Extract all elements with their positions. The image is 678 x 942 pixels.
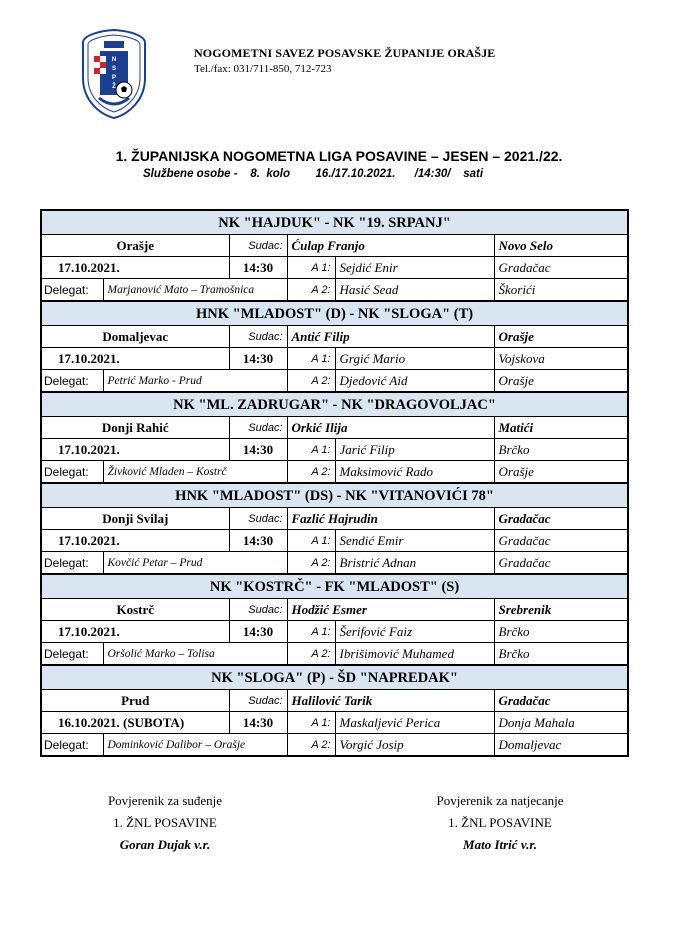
assistant1-name: Sejdić Enir: [335, 257, 494, 279]
delegate-label: Delegat:: [41, 643, 103, 666]
match-time: 14:30: [229, 439, 287, 461]
signature-right-league: 1. ŽNL POSAVINE: [448, 815, 552, 830]
delegate-label: Delegat:: [41, 461, 103, 484]
table-row: [41, 712, 628, 734]
referee-city: Orašje: [494, 326, 628, 348]
svg-text:N: N: [111, 57, 117, 63]
match-header-row: [41, 665, 628, 690]
assistant1-city: Brčko: [494, 439, 628, 461]
assistant2-label: A 2:: [287, 279, 335, 302]
table-row: [41, 439, 628, 461]
referee-city: Novo Selo: [494, 235, 628, 257]
delegate-label: Delegat:: [41, 552, 103, 575]
assistant1-city: Gradačac: [494, 530, 628, 552]
assistant1-name: Grgić Mario: [335, 348, 494, 370]
assistant2-city: Domaljevac: [494, 734, 628, 757]
match-title: NK "ML. ZADRUGAR" - NK "DRAGOVOLJAC": [41, 392, 628, 417]
signature-right-name: Mato Itrić v.r.: [463, 837, 537, 852]
table-row: [41, 530, 628, 552]
table-row: [41, 417, 628, 439]
match-venue: Domaljevac: [41, 326, 229, 348]
referee-label: Sudac:: [229, 599, 287, 621]
match-venue: Prud: [41, 690, 229, 712]
match-venue: Kostrč: [41, 599, 229, 621]
assistant2-name: Maksimović Rado: [335, 461, 494, 484]
table-row: [41, 235, 628, 257]
assistant1-label: A 1:: [287, 348, 335, 370]
assistant2-name: Djedović Aid: [335, 370, 494, 393]
assistant1-city: Vojskova: [494, 348, 628, 370]
referee-city: Gradačac: [494, 690, 628, 712]
table-row: [41, 508, 628, 530]
assistant2-label: A 2:: [287, 643, 335, 666]
assistant2-city: Orašje: [494, 461, 628, 484]
match-time: 14:30: [229, 530, 287, 552]
match-title: NK "SLOGA" (P) - ŠD "NAPREDAK": [41, 665, 628, 690]
referee-name: Hodžić Esmer: [287, 599, 494, 621]
match-date: 17.10.2021.: [41, 257, 229, 279]
table-row: [41, 643, 628, 666]
referee-name: Fazlić Hajrudin: [287, 508, 494, 530]
assistant1-label: A 1:: [287, 530, 335, 552]
assistant2-label: A 2:: [287, 461, 335, 484]
referee-name: Ćulap Franjo: [287, 235, 494, 257]
referee-label: Sudac:: [229, 235, 287, 257]
assistant2-label: A 2:: [287, 734, 335, 757]
delegate-name: Kovčić Petar – Prud: [103, 552, 287, 575]
assistant2-label: A 2:: [287, 552, 335, 575]
match-time: 14:30: [229, 348, 287, 370]
assistant1-name: Sendić Emir: [335, 530, 494, 552]
org-tel: Tel./fax: 031/711-850, 712-723: [194, 63, 332, 75]
match-title: HNK "MLADOST" (DS) - NK "VITANOVIĆI 78": [41, 483, 628, 508]
match-date: 17.10.2021.: [41, 621, 229, 643]
delegate-label: Delegat:: [41, 734, 103, 757]
assistant2-city: Gradačac: [494, 552, 628, 575]
delegate-name: Petrić Marko - Prud: [103, 370, 287, 393]
assistant2-city: Orašje: [494, 370, 628, 393]
assistant1-city: Donja Mahala: [494, 712, 628, 734]
match-header-row: [41, 210, 628, 235]
signature-left-role: Povjerenik za suđenje: [107, 793, 223, 808]
match-venue: Donji Svilaj: [41, 508, 229, 530]
table-row: [41, 552, 628, 575]
table-row: [41, 370, 628, 393]
match-time: 14:30: [229, 257, 287, 279]
table-row: [41, 326, 628, 348]
signature-left: [95, 790, 235, 856]
match-title: HNK "MLADOST" (D) - NK "SLOGA" (T): [41, 301, 628, 326]
signature-left-league: 1. ŽNL POSAVINE: [113, 815, 217, 830]
match-date: 17.10.2021.: [41, 439, 229, 461]
delegate-name: Živković Mladen – Kostrč: [103, 461, 287, 484]
assistant1-label: A 1:: [287, 621, 335, 643]
table-row: [41, 690, 628, 712]
assistant1-city: Gradačac: [494, 257, 628, 279]
table-row: [41, 461, 628, 484]
referee-name: Halilović Tarik: [287, 690, 494, 712]
officials-schedule-table: [40, 209, 629, 757]
delegate-label: Delegat:: [41, 279, 103, 302]
signature-right: [420, 790, 580, 856]
delegate-label: Delegat:: [41, 370, 103, 393]
assistant2-name: Vorgić Josip: [335, 734, 494, 757]
match-title: NK "KOSTRČ" - FK "MLADOST" (S): [41, 574, 628, 599]
assistant2-name: Bristrić Adnan: [335, 552, 494, 575]
assistant1-name: Šerifović Faiz: [335, 621, 494, 643]
assistant1-name: Maskaljević Perica: [335, 712, 494, 734]
assistant1-label: A 1:: [287, 712, 335, 734]
match-header-row: [41, 483, 628, 508]
signature-left-name: Goran Dujak v.r.: [119, 837, 211, 852]
assistant2-label: A 2:: [287, 370, 335, 393]
delegate-name: Oršolić Marko – Tolisa: [103, 643, 287, 666]
table-row: [41, 279, 628, 302]
org-header: [194, 46, 495, 75]
match-date: 16.10.2021. (SUBOTA): [41, 712, 229, 734]
match-header-row: [41, 392, 628, 417]
assistant1-label: A 1:: [287, 439, 335, 461]
match-title: NK "HAJDUK" - NK "19. SRPANJ": [41, 210, 628, 235]
assistant2-name: Hasić Sead: [335, 279, 494, 302]
match-date: 17.10.2021.: [41, 348, 229, 370]
match-header-row: [41, 301, 628, 326]
assistant2-city: Brčko: [494, 643, 628, 666]
referee-city: Srebrenik: [494, 599, 628, 621]
match-venue: Donji Rahić: [41, 417, 229, 439]
referee-label: Sudac:: [229, 326, 287, 348]
match-time: 14:30: [229, 621, 287, 643]
referee-name: Antić Filip: [287, 326, 494, 348]
table-row: [41, 621, 628, 643]
referee-city: Gradačac: [494, 508, 628, 530]
match-time: 14:30: [229, 712, 287, 734]
table-row: [41, 599, 628, 621]
delegate-name: Dominković Dalibor – Orašje: [103, 734, 287, 757]
signature-right-role: Povjerenik za natjecanje: [436, 793, 564, 808]
svg-text:Ž: Ž: [112, 84, 116, 90]
referee-city: Matići: [494, 417, 628, 439]
table-row: [41, 257, 628, 279]
match-date: 17.10.2021.: [41, 530, 229, 552]
assistant1-label: A 1:: [287, 257, 335, 279]
delegate-name: Marjanović Mato – Tramošnica: [103, 279, 287, 302]
assistant2-name: Ibrišimović Muhamed: [335, 643, 494, 666]
svg-text:P: P: [111, 75, 117, 81]
table-row: [41, 734, 628, 757]
match-header-row: [41, 574, 628, 599]
svg-text:S: S: [111, 66, 117, 72]
referee-name: Orkić Ilija: [287, 417, 494, 439]
league-title: 1. ŽUPANIJSKA NOGOMETNA LIGA POSAVINE – JESEN – 2021./22.: [115, 148, 563, 164]
round-subtitle: Službene osobe - 8. kolo 16./17.10.2021. /14:30/ sati: [143, 168, 484, 180]
assistant1-name: Jarić Filip: [335, 439, 494, 461]
assistant1-city: Brčko: [494, 621, 628, 643]
assistant2-city: Škorići: [494, 279, 628, 302]
referee-label: Sudac:: [229, 508, 287, 530]
referee-label: Sudac:: [229, 690, 287, 712]
org-name: NOGOMETNI SAVEZ POSAVSKE ŽUPANIJE ORAŠJE: [194, 46, 496, 60]
referee-label: Sudac:: [229, 417, 287, 439]
match-venue: Orašje: [41, 235, 229, 257]
table-row: [41, 348, 628, 370]
federation-logo: [81, 28, 147, 120]
